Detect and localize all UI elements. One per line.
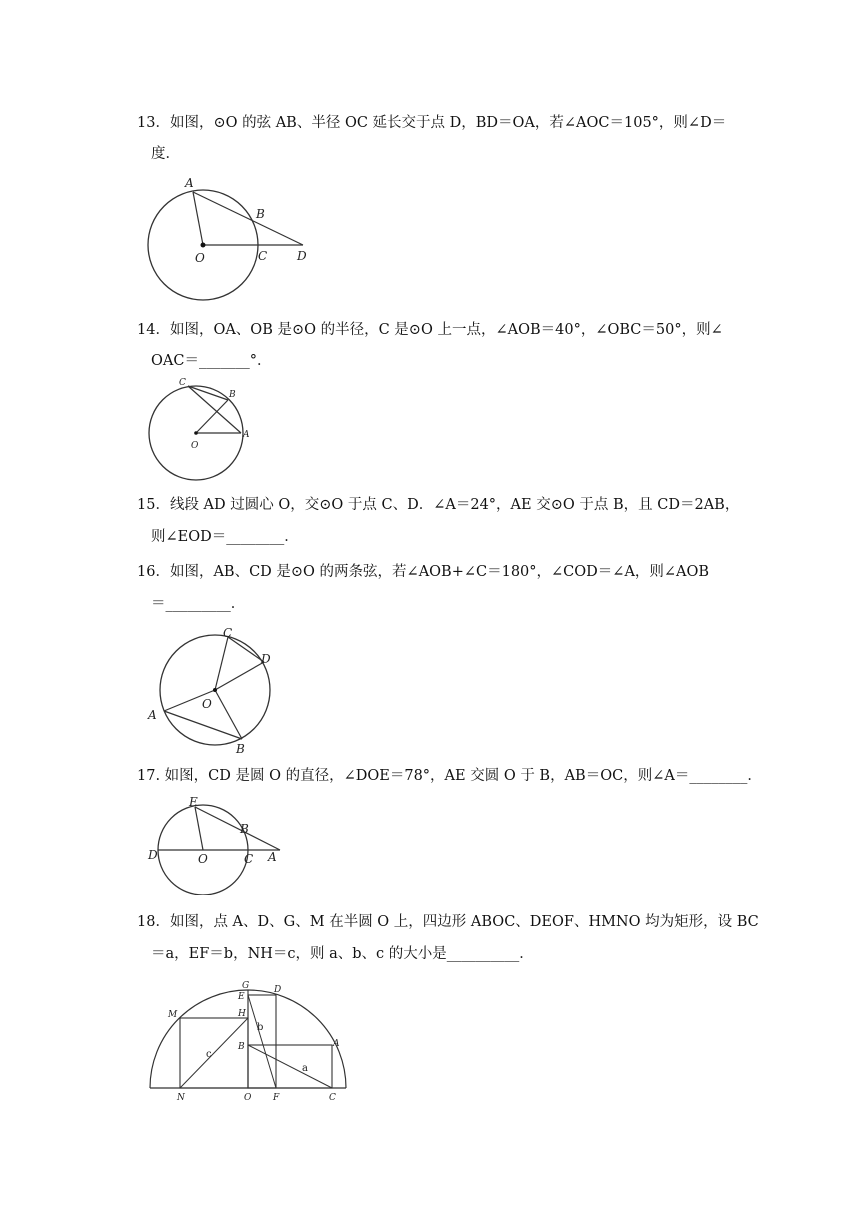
label-h: H [238,1009,246,1019]
label-o: O [195,251,205,265]
problem-18-line-1: 18．如图，点 A、D、G、M 在半圆 O 上，四边形 ABOC、DEOF、HMNO 均为矩形，设 BC [137,914,759,930]
center-dot [201,243,206,248]
segment-oa [193,192,203,245]
label-g: G [242,981,250,991]
label-m: M [168,1010,178,1020]
figure-16 [140,622,285,757]
label-d: D [274,985,282,995]
segment-ad [193,192,303,245]
problem-16-line-2: ＝_________． [151,596,246,612]
label-d: D [261,652,271,666]
segment-od [215,662,264,690]
label-a: A [333,1039,340,1049]
segment-nh [180,1018,248,1088]
label-c: C [329,1093,336,1103]
figure-14 [140,372,260,484]
center-dot [194,431,198,435]
problem-18-line-2: ＝a，EF＝b，NH＝c，则 a、b、c 的大小是__________． [151,946,534,962]
segment-oe [195,807,203,850]
label-e: E [189,795,198,809]
label-c: C [179,378,186,388]
label-o: O [202,697,212,711]
label-segment-a: a [302,1063,308,1074]
label-o: O [198,852,208,866]
label-b: B [256,207,265,221]
segment-ob [215,690,242,739]
segment-bc [248,1045,332,1088]
label-b: B [240,822,249,836]
problem-15-line-2: 则∠EOD＝________． [151,529,299,545]
chord-cd [228,637,264,662]
label-a: A [185,176,194,190]
segment-oc [215,637,228,690]
label-c: C [244,852,254,866]
label-e: E [238,992,245,1002]
label-f: F [273,1093,280,1103]
label-b: B [238,1042,245,1052]
problem-16-line-1: 16．如图，AB、CD 是⊙O 的两条弦，若∠AOB+∠C＝180°，∠COD＝∠A，则∠AOB [137,564,710,580]
label-b: B [236,742,245,756]
problem-15-line-1: 15．线段 AD 过圆心 O，交⊙O 于点 C、D．∠A＝24°，AE 交⊙O 于点 B，且 CD＝2AB， [137,497,740,513]
problem-17-line-1: 17. 如图，CD 是圆 O 的直径，∠DOE＝78°，AE 交圆 O 于 B，AB＝OC，则∠A＝________． [137,768,762,784]
problem-13-line-2: 度． [151,146,180,162]
label-segment-c: c [206,1049,212,1060]
label-d: D [297,249,307,263]
label-n: N [177,1093,185,1103]
label-b: B [229,390,236,400]
problem-14-line-1: 14．如图，OA、OB 是⊙O 的半径，C 是⊙O 上一点，∠AOB＝40°，∠OBC＝50°，则∠ [137,322,723,338]
chord-ab [164,711,242,739]
label-a: A [148,708,157,722]
center-dot [213,688,217,692]
figure-13 [140,172,330,307]
problem-13-line-1: 13．如图，⊙O 的弦 AB、半径 OC 延长交于点 D，BD＝OA，若∠AOC＝105°，则∠D＝ [137,115,727,131]
label-segment-b: b [257,1022,264,1033]
segment-ea [195,807,280,850]
problem-14-line-2: OAC＝_______°． [151,353,272,369]
label-a: A [243,430,250,440]
label-o: O [244,1093,252,1103]
segment-ef [248,995,276,1088]
figure-17 [140,795,290,895]
label-o: O [191,441,199,451]
label-d: D [148,848,158,862]
label-c: C [258,249,268,263]
label-c: C [223,626,233,640]
figure-18 [140,978,360,1103]
label-a: A [268,850,277,864]
